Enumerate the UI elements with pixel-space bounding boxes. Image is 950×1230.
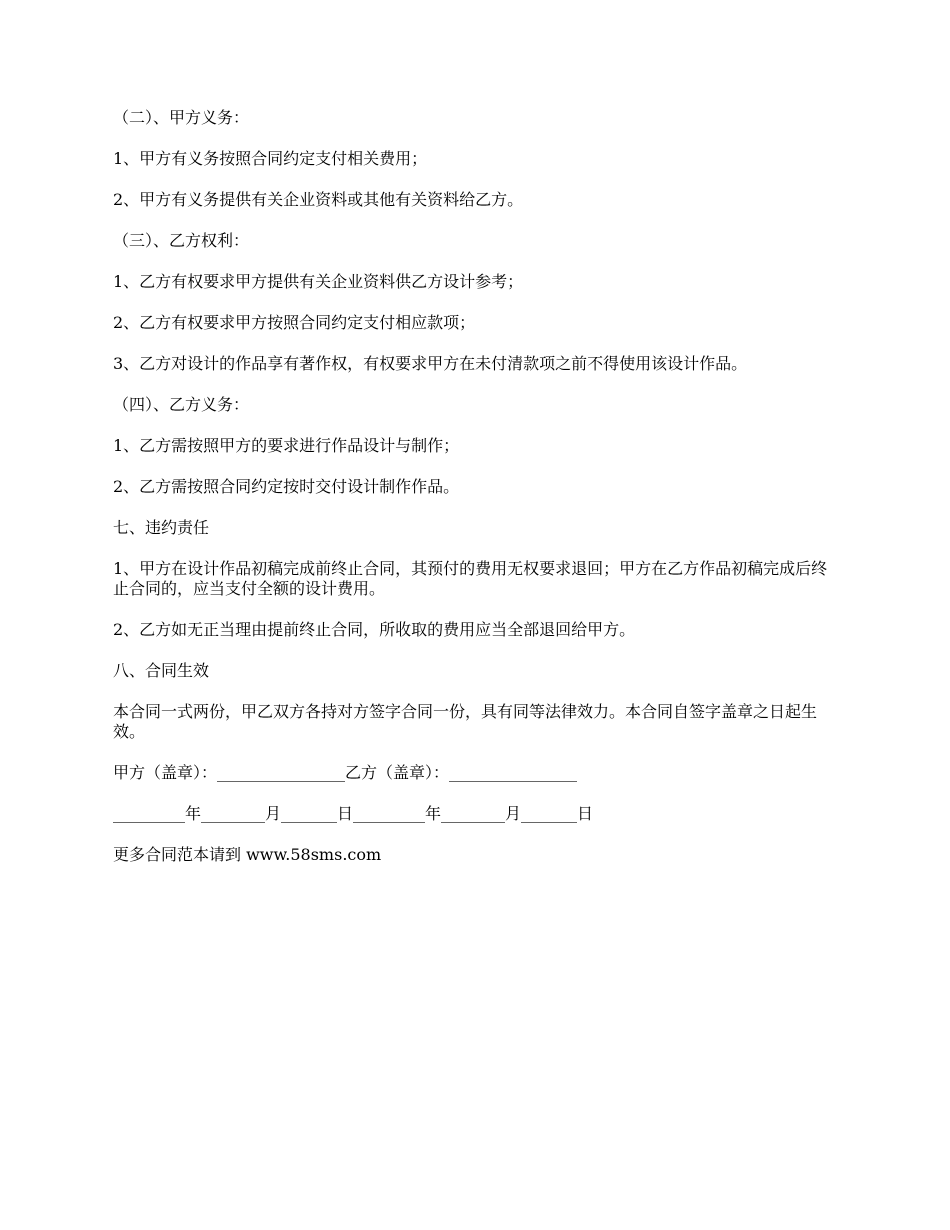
- section-heading: （三）、乙方权利：: [113, 231, 250, 250]
- footer-note: 更多合同范本请到 www.58sms.com: [113, 845, 382, 864]
- section-heading: 八、合同生效: [113, 661, 210, 680]
- clause: 2、乙方有权要求甲方按照合同约定支付相应款项；: [113, 313, 476, 332]
- clause: 1、乙方有权要求甲方提供有关企业资料供乙方设计参考；: [113, 272, 524, 291]
- clause: 3、乙方对设计的作品享有著作权，有权要求甲方在未付清款项之前不得使用该设计作品。: [113, 354, 748, 373]
- clause: 1、甲方在设计作品初稿完成前终止合同，其预付的费用无权要求退回；甲方在乙方作品初稿完成后终止合同的，应当支付全额的设计费用。: [113, 559, 828, 598]
- clause: 1、甲方有义务按照合同约定支付相关费用；: [113, 149, 428, 168]
- clause: 1、乙方需按照甲方的要求进行作品设计与制作；: [113, 436, 460, 455]
- clause: 2、乙方需按照合同约定按时交付设计制作作品。: [113, 477, 460, 496]
- clause: 2、乙方如无正当理由提前终止合同，所收取的费用应当全部退回给甲方。: [113, 620, 636, 639]
- section-heading: （四）、乙方义务：: [113, 395, 250, 414]
- clause: 2、甲方有义务提供有关企业资料或其他有关资料给乙方。: [113, 190, 524, 209]
- clause: 本合同一式两份，甲乙双方各持对方签字合同一份，具有同等法律效力。本合同自签字盖章之日起生效。: [113, 702, 818, 741]
- date-line: _________年________月_______日_________年________月_______日: [113, 804, 594, 823]
- document-page: [113, 108, 843, 886]
- signature-line: 甲方（盖章）：________________乙方（盖章）：________________: [113, 763, 578, 782]
- section-heading: （二）、甲方义务：: [113, 108, 250, 127]
- section-heading: 七、违约责任: [113, 518, 210, 537]
